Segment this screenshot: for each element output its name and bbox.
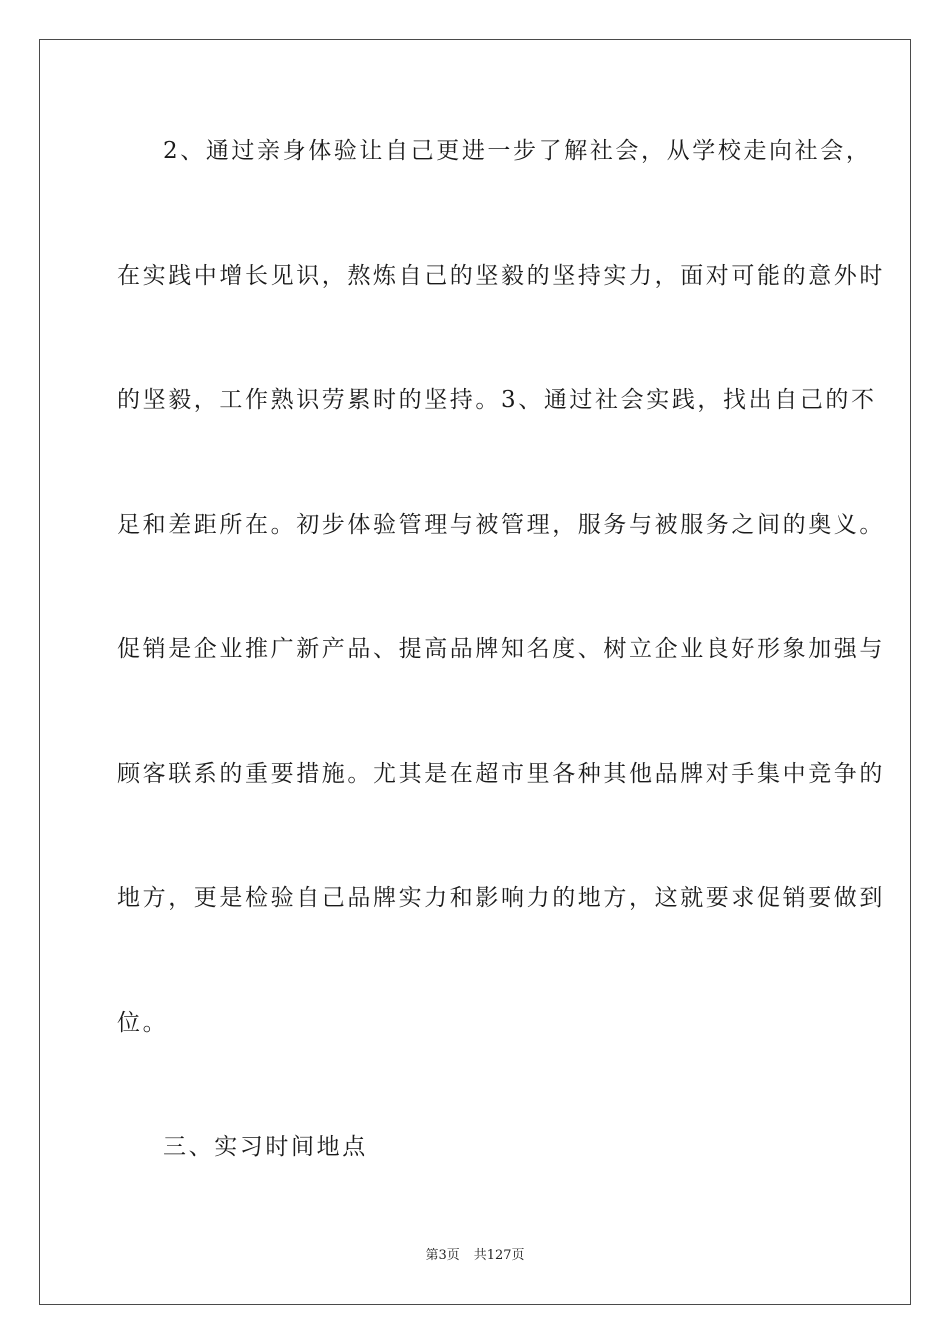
paragraph-line-4: 足和差距所在。初步体验管理与被管理，服务与被服务之间的奥义。 [117, 512, 885, 538]
paragraph-line-8: 位。 [117, 1010, 169, 1036]
paragraph-line-3: 的坚毅，工作熟识劳累时的坚持。3、通过社会实践，找出自己的不 [117, 387, 877, 413]
paragraph-line-5: 促销是企业推广新产品、提高品牌知名度、树立企业良好形象加强与 [117, 636, 885, 662]
paragraph-line-6: 顾客联系的重要措施。尤其是在超市里各种其他品牌对手集中竞争的 [117, 761, 885, 787]
paragraph-line-7: 地方，更是检验自己品牌实力和影响力的地方，这就要求促销要做到 [117, 885, 885, 911]
paragraph-line-2: 在实践中增长见识，熬炼自己的坚毅的坚持实力，面对可能的意外时 [117, 263, 885, 289]
paragraph-line-1: 2、通过亲身体验让自己更进一步了解社会，从学校走向社会， [163, 138, 872, 164]
page-number: 第3页 [425, 1248, 460, 1263]
page-footer [0, 1247, 950, 1265]
section-heading: 三、实习时间地点 [163, 1134, 368, 1160]
page-total: 共127页 [473, 1248, 525, 1263]
page-frame [39, 39, 911, 1305]
